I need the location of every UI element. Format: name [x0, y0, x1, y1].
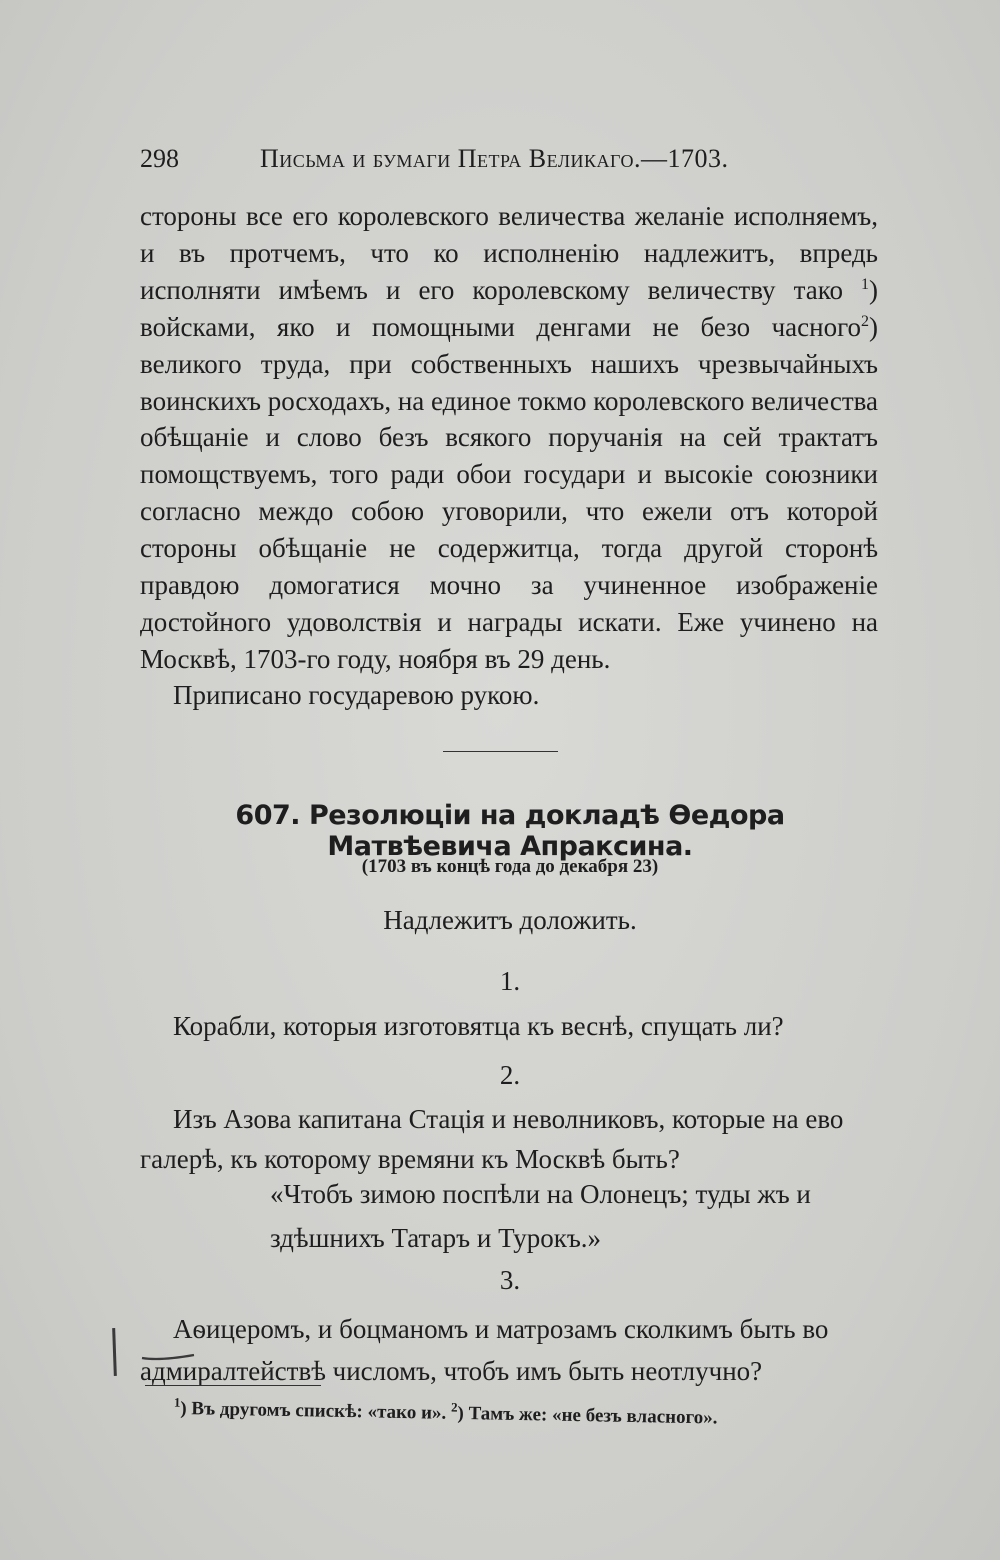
footnote-text-1: ) Въ другомъ спискѣ: «тако и».: [180, 1398, 447, 1424]
item-question: Корабли, которыя изготовятца къ веснѣ, спущать ли?: [173, 1011, 784, 1041]
document-date: (1703 въ концѣ года до декабря 23): [361, 856, 659, 877]
item-resolution: «Чтобъ зимою поспѣли на Олонецъ; туды жъ и здѣшнихъ Татаръ и Турокъ.»: [270, 1179, 811, 1253]
section-divider: [443, 751, 558, 752]
running-title: Письма и бумаги Петра Великаго.—1703.: [260, 144, 729, 173]
page-header: [140, 140, 880, 180]
document-heading: 607. Резолюціи на докладѣ Ѳедора Матвѣевича Апраксина.: [235, 800, 785, 862]
paragraph-text-part2: ) войсками, яко и помощными денгами не безо часного: [140, 274, 879, 342]
footnote-ref-2: 2: [861, 312, 869, 330]
footnote-ref-1: 1: [861, 275, 870, 293]
footnote-mark-2: 2: [450, 1399, 458, 1415]
item-number: 3.: [499, 1265, 521, 1295]
paragraph-text-part3: ) великого труда, при собственныхъ нашихъ чрезвычайныхъ воинскихъ росходахъ, на единое токмо королевского величества обѣщаніе и слово безъ всякого поручанія на сей трактатъ помощствуемъ, того ради обои государи и высокіе союзники согласно междо собою уговорили, что ежели отъ которой стороны обѣщаніе не содержитца, тогда другой сторонѣ правдою домогатися мочно за учиненное изображеніе достойного удоволствія и награды искати. Еже учинено на Москвѣ, 1703-го году, ноября въ 29 день.: [140, 311, 878, 674]
item-question: Изъ Азова капитана Стація и неволниковъ, которые на ево галерѣ, къ которому времяни къ Москвѣ быть?: [140, 1104, 844, 1174]
report-intro: Надлежитъ доложить.: [383, 905, 637, 935]
footnotes: [173, 1394, 874, 1432]
footnote-text-2: ) Тамъ же: «не безъ власного».: [457, 1402, 718, 1429]
footnote-mark-1: 1: [173, 1394, 181, 1410]
pencil-margin-mark: [112, 1328, 117, 1376]
letter-paragraph: [140, 198, 878, 678]
ascription-note: Приписано государевою рукою.: [173, 680, 540, 710]
paragraph-text-part1: стороны все его королевского величества желаніе исполняемъ, и въ протчемъ, что ко исполненію надлежитъ, впредь исполняти имѣемъ и его королевскому величеству тако: [140, 201, 878, 305]
item-number: 1.: [499, 966, 521, 996]
pencil-underline-mark: [140, 1352, 196, 1362]
page-number: 298: [140, 144, 179, 173]
item-question: Аѳицеромъ, и боцманомъ и матрозамъ сколкимъ быть во адмиралтействѣ числомъ, чтобъ имъ быть неотлучно?: [140, 1314, 829, 1386]
item-number: 2.: [499, 1060, 521, 1090]
footnote-rule: [145, 1385, 321, 1386]
